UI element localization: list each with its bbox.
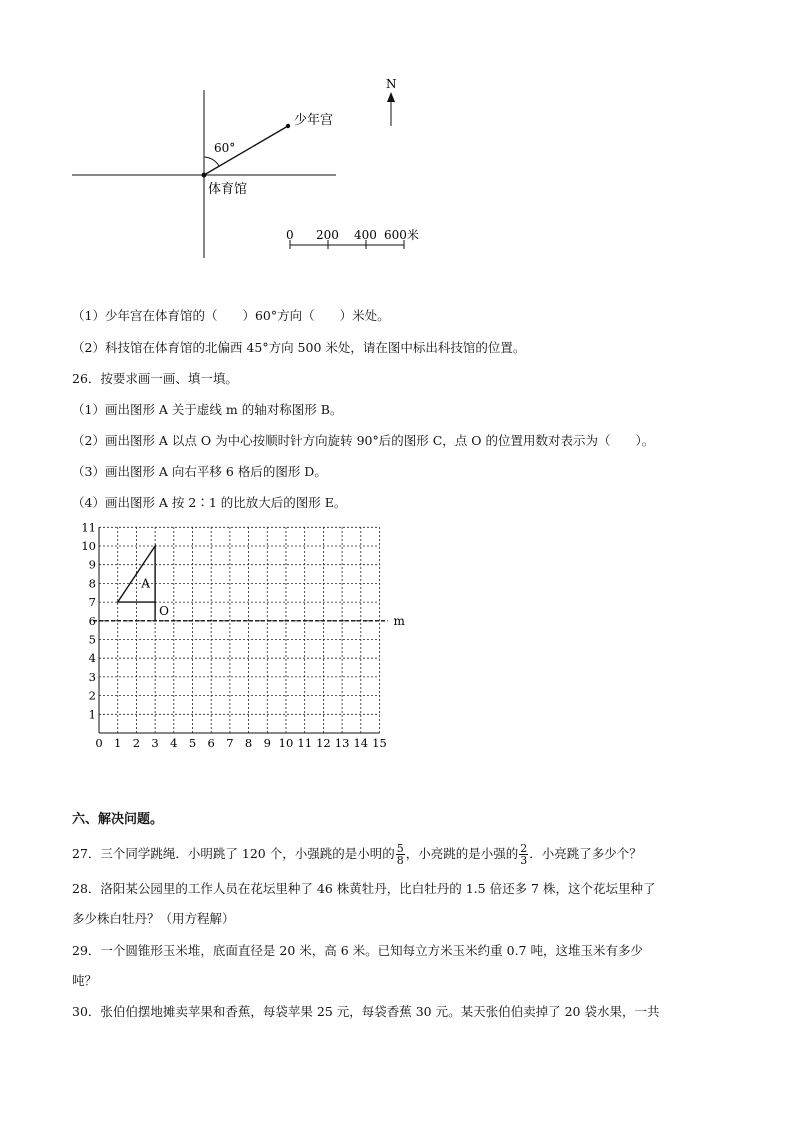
x-tick-label: 8 [244,736,253,750]
x-tick-label: 11 [297,736,313,750]
q25-sub2: （2）科技馆在体育馆的北偏西 45°方向 500 米处，请在图中标出科技馆的位置。 [72,340,526,355]
x-tick-label: 2 [132,736,141,750]
q29-line1: 29．一个圆锥形玉米堆，底面直径是 20 米，高 6 米。已知每立方米玉米约重 0.7 吨，这堆玉米有多少 [72,943,643,958]
q29-line2: 吨？ [72,973,98,988]
y-tick-label: 4 [88,651,96,666]
scale-label-0: 0 [286,228,294,242]
y-tick-label: 1 [88,707,96,722]
y-tick-label: 10 [81,539,96,553]
q27-part2: ，小亮跳的是小强的 [405,846,519,861]
shape-a-label: A [141,576,150,591]
y-tick-label: 7 [88,595,96,610]
fraction-2-3 [519,843,528,866]
q26-sub3: （3）画出图形 A 向右平移 6 格后的图形 D。 [72,464,327,479]
frac2-numerator: 2 [520,842,528,855]
y-tick-label: 8 [88,576,96,591]
y-tick-label: 6 [88,613,96,628]
q27 [72,843,642,866]
angle-label: 60° [214,141,236,155]
point-o-label: O [159,603,169,618]
q25-sub1: （1）少年宫在体育馆的（ ）60°方向（ ）米处。 [72,308,390,323]
y-tick-label: 9 [88,557,96,572]
line-m-label: m [393,613,405,628]
x-tick-label: 0 [95,736,103,750]
q30-line1: 30．张伯伯摆地摊卖苹果和香蕉，每袋苹果 25 元，每袋香蕉 30 元。某天张伯伯卖掉了 20 袋水果，一共 [72,1004,660,1019]
frac1-numerator: 5 [396,842,404,855]
shape-a-triangle [118,546,155,602]
x-tick-label: 1 [114,736,122,750]
q28-line2: 多少株白牡丹？（用方程解） [72,911,235,926]
x-tick-label: 9 [263,736,271,750]
q26-sub4: （4）画出图形 A 按 2∶1 的比放大后的图形 E。 [72,495,347,510]
frac2-denominator: 3 [520,854,528,867]
x-tick-label: 15 [372,736,387,750]
scale-label-600: 600米 [384,228,419,242]
fraction-5-8 [396,843,405,866]
y-tick-label: 3 [88,669,96,684]
x-tick-label: 14 [353,736,369,750]
x-tick-label: 4 [170,736,178,750]
x-tick-label: 5 [188,736,197,750]
x-tick-label: 7 [226,736,234,750]
origin-label: 体育馆 [208,182,248,197]
q27-part3: ．小亮跳了多少个？ [529,846,642,861]
q26-sub2: （2）画出图形 A 以点 O 为中心按顺时针方向旋转 90°后的图形 C，点 O 的位置用数对表示为（ ）。 [72,433,655,448]
target-label: 少年宫 [294,113,334,128]
x-tick-label: 3 [151,736,159,750]
q26-stem: 26．按要求画一画、填一填。 [72,371,238,386]
x-tick-label: 13 [334,736,350,750]
q28-line1: 28．洛阳某公园里的工作人员在花坛里种了 46 株黄牡丹，比白牡丹的 1.5 倍还多 7 株，这个花坛里种了 [72,881,656,896]
x-tick-label: 12 [316,736,331,750]
q27-part1: 27．三个同学跳绳．小明跳了 120 个，小强跳的是小明的 [72,846,395,861]
y-tick-label: 5 [88,632,96,647]
x-tick-label: 10 [278,736,294,750]
scale-label-200: 200 [316,228,339,242]
frac1-denominator: 8 [396,854,404,867]
y-tick-label: 2 [88,688,96,703]
north-label: N [386,77,397,91]
scale-label-400: 400 [354,228,377,242]
x-tick-label: 6 [207,736,215,750]
q26-sub1: （1）画出图形 A 关于虚线 m 的轴对称图形 B。 [72,402,343,417]
section-heading: 六、解决问题。 [72,812,164,827]
y-tick-label: 11 [81,520,96,535]
